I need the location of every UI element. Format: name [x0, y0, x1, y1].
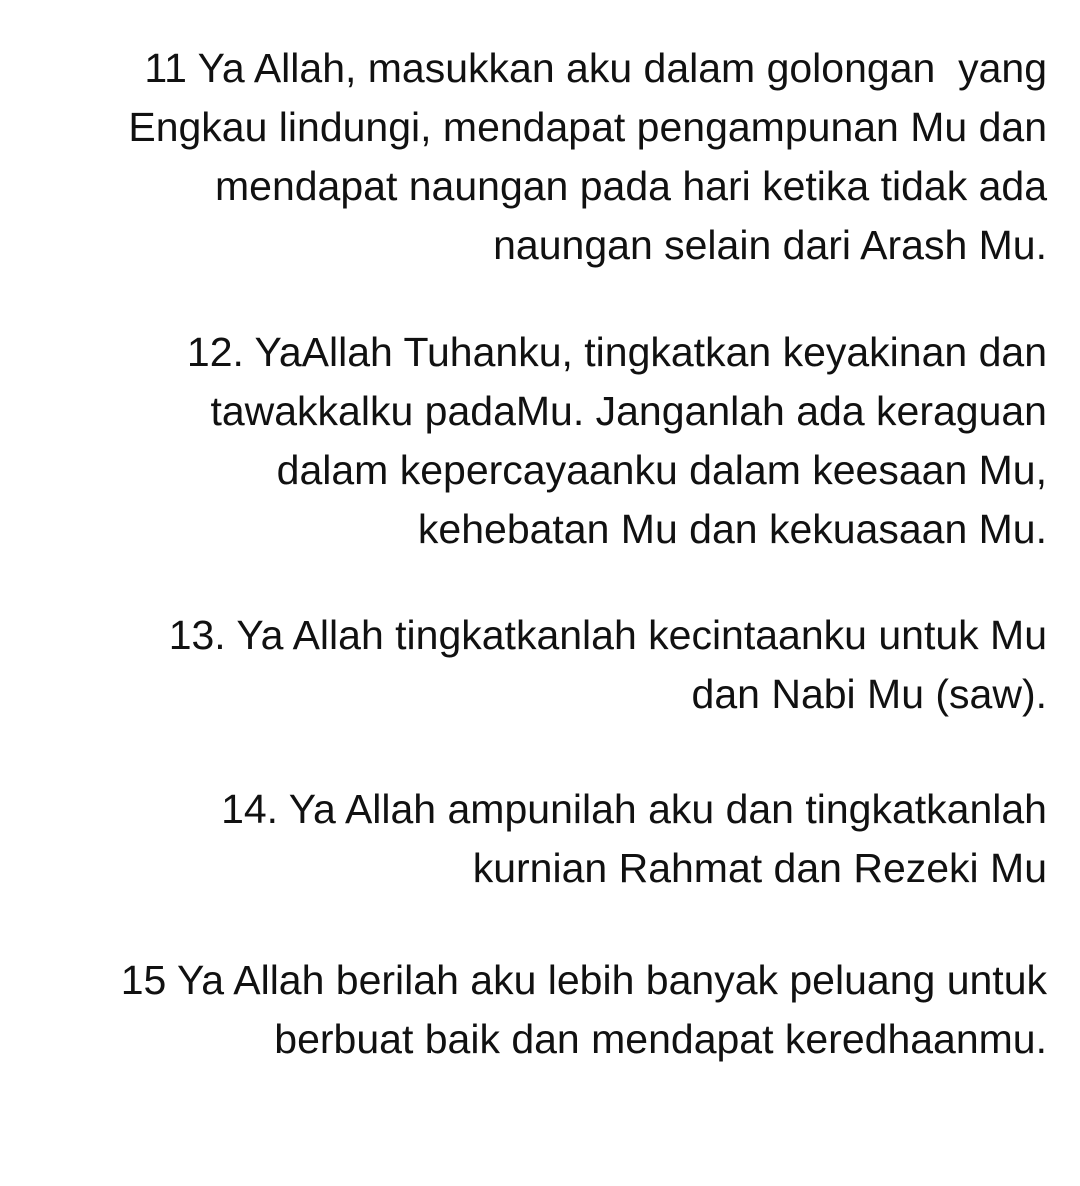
prayer-item-14-line: kurnian Rahmat dan Rezeki Mu — [472, 845, 1047, 891]
prayer-item-13-line: dan Nabi Mu (saw). — [691, 671, 1047, 717]
prayer-item-15-line: berbuat baik dan mendapat keredhaanmu. — [274, 1016, 1047, 1062]
prayer-item-14 — [221, 780, 1047, 898]
prayer-item-12 — [187, 323, 1047, 559]
prayer-item-12-line: tawakkalku padaMu. Janganlah ada keraguan — [210, 388, 1047, 434]
prayer-item-15-line: 15 Ya Allah berilah aku lebih banyak peluang untuk — [120, 957, 1047, 1003]
prayer-item-11 — [128, 39, 1047, 275]
prayer-item-11-line: 11 Ya Allah, masukkan aku dalam golongan yang — [144, 45, 1047, 91]
prayer-item-14-line: 14. Ya Allah ampunilah aku dan tingkatkanlah — [221, 786, 1047, 832]
prayer-item-15 — [121, 951, 1047, 1069]
prayer-item-12-line: kehebatan Mu dan kekuasaan Mu. — [417, 506, 1047, 552]
prayer-item-13-line: 13. Ya Allah tingkatkanlah kecintaanku untuk Mu — [168, 612, 1047, 658]
prayer-item-12-line: 12. YaAllah Tuhanku, tingkatkan keyakinan dan — [186, 329, 1047, 375]
prayer-item-11-line: mendapat naungan pada hari ketika tidak ada — [214, 163, 1047, 209]
prayer-item-13 — [169, 606, 1047, 724]
prayer-item-12-line: dalam kepercayaanku dalam keesaan Mu, — [276, 447, 1047, 493]
prayer-item-11-line: Engkau lindungi, mendapat pengampunan Mu dan — [128, 104, 1047, 150]
prayer-item-11-line: naungan selain dari Arash Mu. — [493, 222, 1047, 268]
